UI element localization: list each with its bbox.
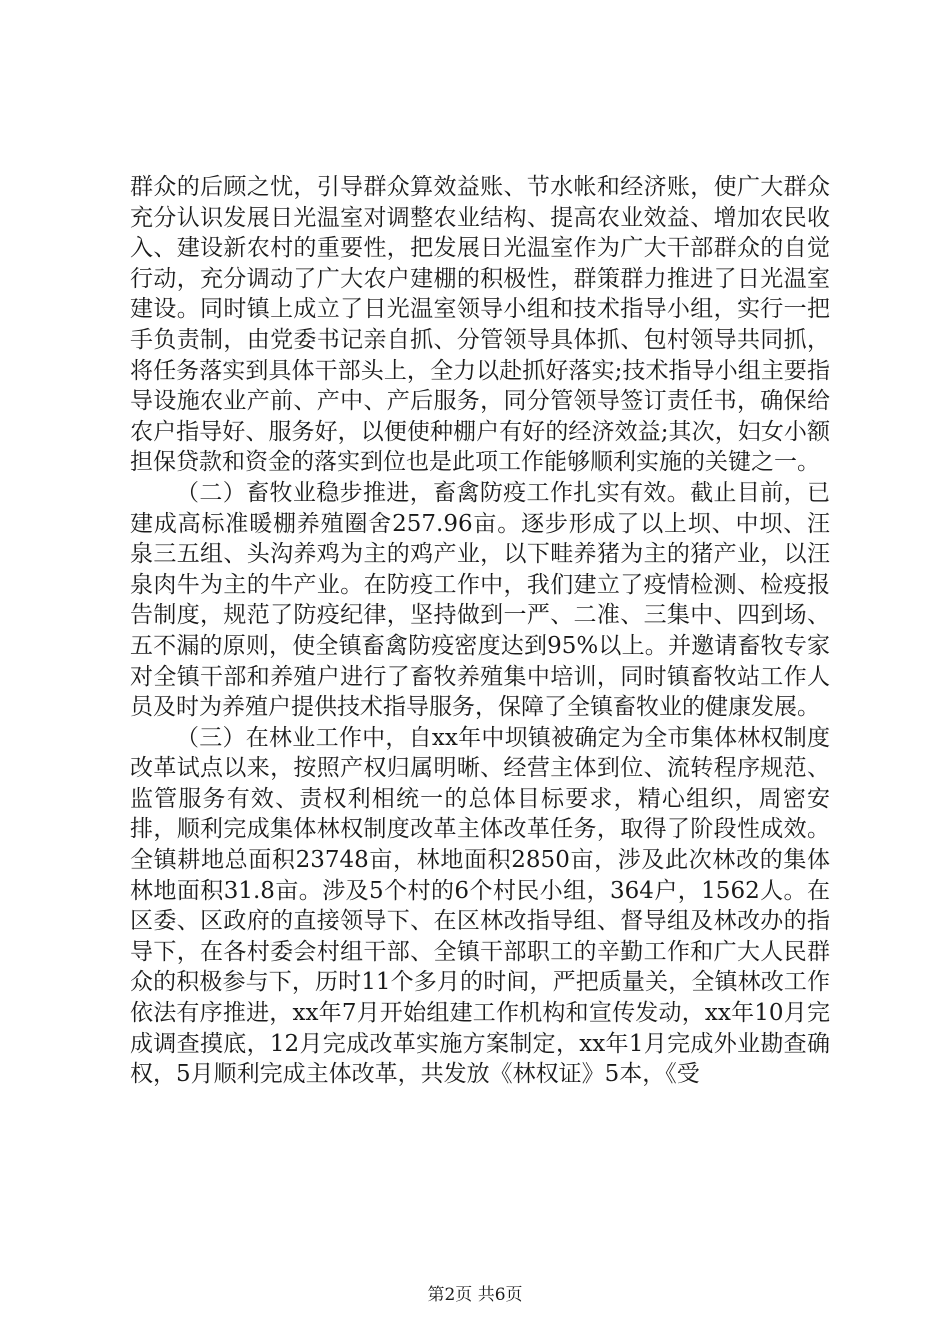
- paragraph-forestry: （三）在林业工作中，自xx年中坝镇被确定为全市集体林权制度改革试点以来，按照产权归属明晰、经营主体到位、流转程序规范、监管服务有效、责权利相统一的总体目标要求，精心组织，周密安排，顺利完成集体林权制度改革主体改革任务，取得了阶段性成效。全镇耕地总面积23748亩，林地面积2850亩，涉及此次林改的集体林地面积31.8亩。涉及5个村的6个村民小组，364户，1562人。在区委、区政府的直接领导下、在区林改指导组、督导组及林改办的指导下，在各村委会村组干部、全镇干部职工的辛勤工作和广大人民群众的积极参与下，历时11个多月的时间，严把质量关，全镇林改工作依法有序推进，xx年7月开始组建工作机构和宣传发动，xx年10月完成调查摸底，12月完成改革实施方案制定，xx年1月完成外业勘查确权，5月顺利完成主体改革，共发放《林权证》5本，《受: [130, 724, 830, 1088]
- page-footer: 第2页 共6页: [427, 1285, 523, 1305]
- body-text: [130, 172, 830, 1090]
- paragraph-livestock: （二）畜牧业稳步推进，畜禽防疫工作扎实有效。截止目前，已建成高标准暖棚养殖圈舍257.96亩。逐步形成了以上坝、中坝、汪泉三五组、头沟养鸡为主的鸡产业，以下畦养猪为主的猪产业，以汪泉肉牛为主的牛产业。在防疫工作中，我们建立了疫情检测、检疫报告制度，规范了防疫纪律，坚持做到一严、二准、三集中、四到场、五不漏的原则，使全镇畜禽防疫密度达到95%以上。并邀请畜牧专家对全镇干部和养殖户进行了畜牧养殖集中培训，同时镇畜牧站工作人员及时为养殖户提供技术指导服务，保障了全镇畜牧业的健康发展。: [130, 479, 830, 721]
- paragraph-continuation: 群众的后顾之忧，引导群众算效益账、节水帐和经济账，使广大群众充分认识发展日光温室对调整农业结构、提高农业效益、增加农民收入、建设新农村的重要性，把发展日光温室作为广大干部群众的自觉行动，充分调动了广大农户建棚的积极性，群策群力推进了日光温室建设。同时镇上成立了日光温室领导小组和技术指导小组，实行一把手负责制，由党委书记亲自抓、分管领导具体抓、包村领导共同抓，将任务落实到具体干部头上，全力以赴抓好落实;技术指导小组主要指导设施农业产前、产中、产后服务，同分管领导签订责任书，确保给农户指导好、服务好，以便使种棚户有好的经济效益;其次，妇女小额担保贷款和资金的落实到位也是此项工作能够顺利实施的关键之一。: [130, 174, 830, 476]
